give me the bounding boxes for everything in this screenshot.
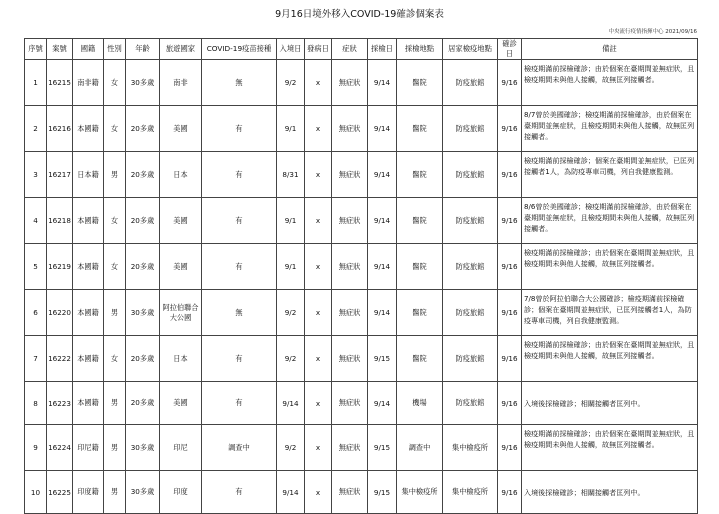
quarantine-place: 防疫旅館 <box>443 290 498 336</box>
travel-country: 印度 <box>160 471 202 514</box>
nationality: 本國籍 <box>73 290 104 336</box>
test-place: 醫院 <box>397 336 443 382</box>
table-row <box>25 244 698 290</box>
quarantine-place: 防疫旅館 <box>443 198 498 244</box>
travel-country: 美國 <box>160 198 202 244</box>
symptom: 無症狀 <box>332 425 368 471</box>
table-row <box>25 198 698 244</box>
symptom: 無症狀 <box>332 290 368 336</box>
vaccine-status: 調查中 <box>202 425 277 471</box>
column-header: 備註 <box>522 39 698 60</box>
vaccine-status: 有 <box>202 382 277 425</box>
table-row <box>25 336 698 382</box>
sex: 女 <box>104 198 126 244</box>
table-row <box>25 471 698 514</box>
confirm-date: 9/16 <box>498 106 522 152</box>
remark: 入境後採檢確診；相關接觸者匡列中。 <box>522 382 698 425</box>
column-header: 採檢地點 <box>397 39 443 60</box>
case-table <box>24 38 698 514</box>
entry-date: 9/14 <box>277 471 305 514</box>
remark: 檢疫期滿前採檢確診；由於個案在臺期間並無症狀，且檢疫期間未與他人接觸，故無匡列接觸者。 <box>522 60 698 106</box>
vaccine-status: 無 <box>202 290 277 336</box>
travel-country: 日本 <box>160 336 202 382</box>
travel-country: 印尼 <box>160 425 202 471</box>
confirm-date: 9/16 <box>498 425 522 471</box>
age: 20多歲 <box>126 152 160 198</box>
test-date: 9/14 <box>368 152 397 198</box>
confirm-date: 9/16 <box>498 290 522 336</box>
column-header: 居家檢疫地點 <box>443 39 498 60</box>
row-number: 3 <box>25 152 47 198</box>
sex: 男 <box>104 152 126 198</box>
travel-country: 日本 <box>160 152 202 198</box>
onset-date: x <box>305 106 332 152</box>
confirm-date: 9/16 <box>498 198 522 244</box>
remark: 檢疫期滿前採檢確診；個案在臺期間並無症狀，已匡列接觸者1人，為防疫專車司機，列自我健康監測。 <box>522 152 698 198</box>
remark: 8/7曾於美國確診；檢疫期滿前採檢確診，由於個案在臺期間並無症狀，且檢疫期間未與他人接觸，故無匡列接觸者。 <box>522 106 698 152</box>
header-row <box>25 39 698 60</box>
column-header: 國籍 <box>73 39 104 60</box>
remark: 檢疫期滿前採檢確診；由於個案在臺期間並無症狀，且檢疫期間未與他人接觸，故無匡列接觸者。 <box>522 244 698 290</box>
onset-date: x <box>305 60 332 106</box>
test-place: 醫院 <box>397 198 443 244</box>
age: 20多歲 <box>126 198 160 244</box>
case-id: 16222 <box>47 336 73 382</box>
column-header: 症狀 <box>332 39 368 60</box>
column-header: 旅遊國家 <box>160 39 202 60</box>
entry-date: 8/31 <box>277 152 305 198</box>
vaccine-status: 有 <box>202 244 277 290</box>
travel-country: 美國 <box>160 382 202 425</box>
onset-date: x <box>305 244 332 290</box>
test-date: 9/14 <box>368 290 397 336</box>
row-number: 1 <box>25 60 47 106</box>
row-number: 10 <box>25 471 47 514</box>
entry-date: 9/1 <box>277 198 305 244</box>
column-header: 確診日 <box>498 39 522 60</box>
table-row <box>25 425 698 471</box>
symptom: 無症狀 <box>332 106 368 152</box>
sex: 女 <box>104 244 126 290</box>
sex: 女 <box>104 106 126 152</box>
column-header: 年齡 <box>126 39 160 60</box>
quarantine-place: 防疫旅館 <box>443 60 498 106</box>
symptom: 無症狀 <box>332 382 368 425</box>
symptom: 無症狀 <box>332 471 368 514</box>
vaccine-status: 無 <box>202 60 277 106</box>
source-note: 中央流行疫情指揮中心 2021/09/16 <box>608 29 697 35</box>
case-id: 16223 <box>47 382 73 425</box>
age: 30多歲 <box>126 425 160 471</box>
symptom: 無症狀 <box>332 198 368 244</box>
age: 30多歲 <box>126 290 160 336</box>
nationality: 本國籍 <box>73 198 104 244</box>
onset-date: x <box>305 336 332 382</box>
nationality: 印度籍 <box>73 471 104 514</box>
table-row <box>25 106 698 152</box>
symptom: 無症狀 <box>332 152 368 198</box>
column-header: 序號 <box>25 39 47 60</box>
entry-date: 9/2 <box>277 60 305 106</box>
table-row <box>25 290 698 336</box>
travel-country: 阿拉伯聯合大公國 <box>160 290 202 336</box>
case-id: 16216 <box>47 106 73 152</box>
travel-country: 美國 <box>160 244 202 290</box>
column-header: 發病日 <box>305 39 332 60</box>
case-id: 16219 <box>47 244 73 290</box>
quarantine-place: 防疫旅館 <box>443 336 498 382</box>
test-date: 9/14 <box>368 244 397 290</box>
vaccine-status: 有 <box>202 106 277 152</box>
table-row <box>25 382 698 425</box>
entry-date: 9/2 <box>277 290 305 336</box>
test-place: 醫院 <box>397 60 443 106</box>
column-header: 案號 <box>47 39 73 60</box>
entry-date: 9/14 <box>277 382 305 425</box>
onset-date: x <box>305 382 332 425</box>
onset-date: x <box>305 198 332 244</box>
case-id: 16218 <box>47 198 73 244</box>
row-number: 7 <box>25 336 47 382</box>
remark: 檢疫期滿前採檢確診；由於個案在臺期間並無症狀，且檢疫期間未與他人接觸，故無匡列接觸者。 <box>522 336 698 382</box>
confirm-date: 9/16 <box>498 336 522 382</box>
quarantine-place: 集中檢疫所 <box>443 471 498 514</box>
confirm-date: 9/16 <box>498 244 522 290</box>
test-date: 9/15 <box>368 336 397 382</box>
sex: 男 <box>104 382 126 425</box>
column-header: 性別 <box>104 39 126 60</box>
table-row <box>25 60 698 106</box>
table-body <box>25 60 698 514</box>
row-number: 8 <box>25 382 47 425</box>
travel-country: 南非 <box>160 60 202 106</box>
sex: 男 <box>104 471 126 514</box>
age: 20多歲 <box>126 244 160 290</box>
quarantine-place: 防疫旅館 <box>443 244 498 290</box>
test-place: 機場 <box>397 382 443 425</box>
vaccine-status: 有 <box>202 198 277 244</box>
nationality: 印尼籍 <box>73 425 104 471</box>
case-id: 16220 <box>47 290 73 336</box>
remark: 入境後採檢確診；相關接觸者匡列中。 <box>522 471 698 514</box>
remark: 8/6曾於美國確診；檢疫期滿前採檢確診，由於個案在臺期間並無症狀，且檢疫期間未與他人接觸，故無匡列接觸者。 <box>522 198 698 244</box>
travel-country: 美國 <box>160 106 202 152</box>
row-number: 5 <box>25 244 47 290</box>
onset-date: x <box>305 152 332 198</box>
remark: 7/8曾於阿拉伯聯合大公國確診；檢疫期滿前採檢確診；個案在臺期間並無症狀，已匡列接觸者1人，為防疫專車司機，列自我健康監測。 <box>522 290 698 336</box>
entry-date: 9/2 <box>277 425 305 471</box>
symptom: 無症狀 <box>332 244 368 290</box>
test-place: 集中檢疫所 <box>397 471 443 514</box>
nationality: 本國籍 <box>73 244 104 290</box>
row-number: 9 <box>25 425 47 471</box>
test-place: 醫院 <box>397 106 443 152</box>
quarantine-place: 防疫旅館 <box>443 152 498 198</box>
test-place: 醫院 <box>397 244 443 290</box>
nationality: 南非籍 <box>73 60 104 106</box>
age: 30多歲 <box>126 471 160 514</box>
test-date: 9/14 <box>368 60 397 106</box>
nationality: 本國籍 <box>73 382 104 425</box>
case-id: 16215 <box>47 60 73 106</box>
confirm-date: 9/16 <box>498 471 522 514</box>
table-row <box>25 152 698 198</box>
test-place: 調查中 <box>397 425 443 471</box>
age: 20多歲 <box>126 336 160 382</box>
remark: 檢疫期滿前採檢確診；由於個案在臺期間並無症狀，且檢疫期間未與他人接觸，故無匡列接觸者。 <box>522 425 698 471</box>
row-number: 6 <box>25 290 47 336</box>
column-header: 採檢日 <box>368 39 397 60</box>
entry-date: 9/2 <box>277 336 305 382</box>
case-id: 16225 <box>47 471 73 514</box>
test-place: 醫院 <box>397 290 443 336</box>
page-title: 9月16日境外移入COVID-19確診個案表 <box>275 9 444 20</box>
onset-date: x <box>305 425 332 471</box>
symptom: 無症狀 <box>332 60 368 106</box>
age: 30多歲 <box>126 60 160 106</box>
nationality: 日本籍 <box>73 152 104 198</box>
sex: 女 <box>104 336 126 382</box>
quarantine-place: 集中檢疫所 <box>443 425 498 471</box>
nationality: 本國籍 <box>73 106 104 152</box>
symptom: 無症狀 <box>332 336 368 382</box>
confirm-date: 9/16 <box>498 60 522 106</box>
confirm-date: 9/16 <box>498 382 522 425</box>
test-date: 9/14 <box>368 106 397 152</box>
age: 20多歲 <box>126 382 160 425</box>
nationality: 本國籍 <box>73 336 104 382</box>
row-number: 4 <box>25 198 47 244</box>
case-id: 16224 <box>47 425 73 471</box>
test-place: 醫院 <box>397 152 443 198</box>
entry-date: 9/1 <box>277 244 305 290</box>
test-date: 9/14 <box>368 198 397 244</box>
vaccine-status: 有 <box>202 336 277 382</box>
column-header: 入境日 <box>277 39 305 60</box>
onset-date: x <box>305 471 332 514</box>
onset-date: x <box>305 290 332 336</box>
confirm-date: 9/16 <box>498 152 522 198</box>
sex: 男 <box>104 425 126 471</box>
test-date: 9/15 <box>368 471 397 514</box>
sex: 男 <box>104 290 126 336</box>
row-number: 2 <box>25 106 47 152</box>
entry-date: 9/1 <box>277 106 305 152</box>
vaccine-status: 有 <box>202 471 277 514</box>
vaccine-status: 有 <box>202 152 277 198</box>
column-header: COVID-19疫苗接種 <box>202 39 277 60</box>
age: 20多歲 <box>126 106 160 152</box>
sex: 女 <box>104 60 126 106</box>
test-date: 9/15 <box>368 425 397 471</box>
quarantine-place: 防疫旅館 <box>443 382 498 425</box>
case-id: 16217 <box>47 152 73 198</box>
quarantine-place: 防疫旅館 <box>443 106 498 152</box>
test-date: 9/14 <box>368 382 397 425</box>
